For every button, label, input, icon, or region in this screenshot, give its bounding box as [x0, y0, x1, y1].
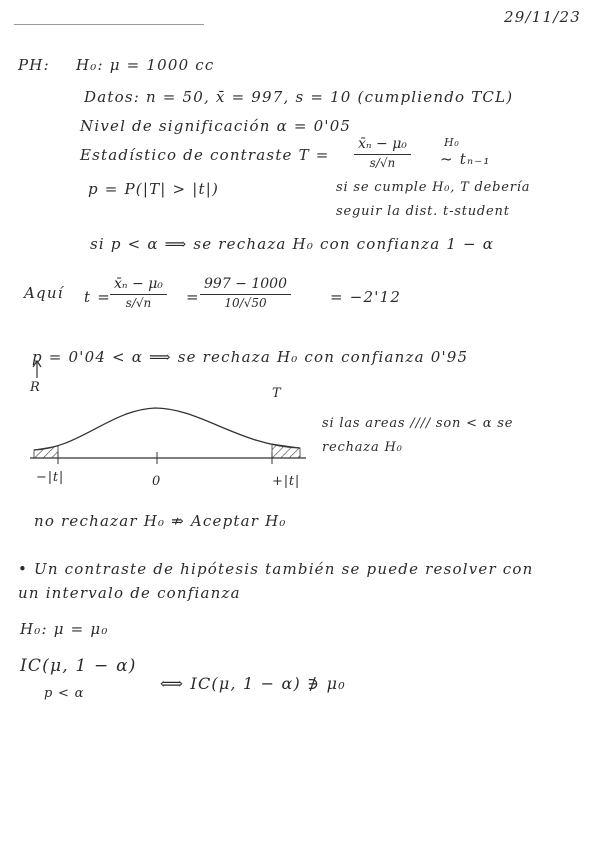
calc-result: = −2'12 [330, 288, 402, 306]
left-tail-area [34, 446, 58, 458]
figure-center-label: 0 [152, 474, 162, 489]
figure-t-label: T [272, 386, 282, 401]
ph-decision-rule: si p < α ⟹ se rechaza H₀ con confianza 1 − α [90, 235, 495, 253]
ic-equivalence: ⟺ IC(μ, 1 − α) ∌ μ₀ [160, 674, 346, 693]
calc-frac2-denominator: 10/√50 [224, 296, 267, 310]
ph-p-definition: p = P(|T| > |t|) [88, 180, 220, 198]
arrow-up-icon [33, 361, 41, 378]
ph-label: PH: [18, 56, 50, 74]
ic-h0: H₀: μ = μ₀ [20, 620, 109, 638]
figure-note-line-1: si las areas //// son < α se [322, 416, 514, 431]
figure-left-label: −|t| [36, 470, 65, 485]
ph-note-line-2: seguir la dist. t-student [336, 204, 510, 219]
ic-bullet-line-2: un intervalo de confianza [18, 584, 241, 602]
figure-right-label: +|t| [272, 474, 301, 489]
ph-nivel: Nivel de significación α = 0'05 [80, 117, 352, 135]
calc-arrow-label: R [30, 380, 41, 395]
ph-est-numerator: x̄ₙ − μ₀ [354, 136, 411, 155]
ic-bullet-line-1: • Un contraste de hipótesis también se puede resolver con [18, 560, 534, 578]
date: 29/11/23 [504, 8, 581, 26]
calc-aqui: Aquí [24, 284, 64, 302]
distribution-curve [34, 408, 300, 450]
calc-p-line: p = 0'04 < α ⟹ se rechaza H₀ con confianza 0'95 [32, 348, 469, 366]
calc-frac1-numerator: x̄ₙ − μ₀ [110, 276, 167, 295]
no-rechazar-line: no rechazar H₀ ⇏ Aceptar H₀ [34, 512, 287, 530]
ic-p-alpha: p < α [44, 686, 85, 701]
calc-frac2-numerator: 997 − 1000 [200, 276, 291, 295]
ph-datos: Datos: n = 50, x̄ = 997, s = 10 (cumpliendo TCL) [84, 88, 514, 106]
ph-est-h0-mark: H₀ [444, 136, 460, 149]
right-tail-area [272, 444, 300, 458]
calc-frac1-denominator: s/√n [125, 296, 152, 310]
calc-equals: = [186, 288, 200, 306]
ph-est-tail: ~ tₙ₋₁ [440, 150, 491, 168]
ph-h0: H₀: μ = 1000 cc [76, 56, 215, 74]
ph-note-line-1: si se cumple H₀, T debería [336, 180, 531, 195]
ph-est-denominator: s/√n [369, 156, 396, 170]
ic-interval: IC(μ, 1 − α) [20, 656, 137, 676]
figure-note-line-2: rechaza H₀ [322, 440, 403, 455]
calc-t-eq: t = [84, 288, 111, 306]
ph-estadistico-label: Estadístico de contraste T = [80, 146, 330, 164]
